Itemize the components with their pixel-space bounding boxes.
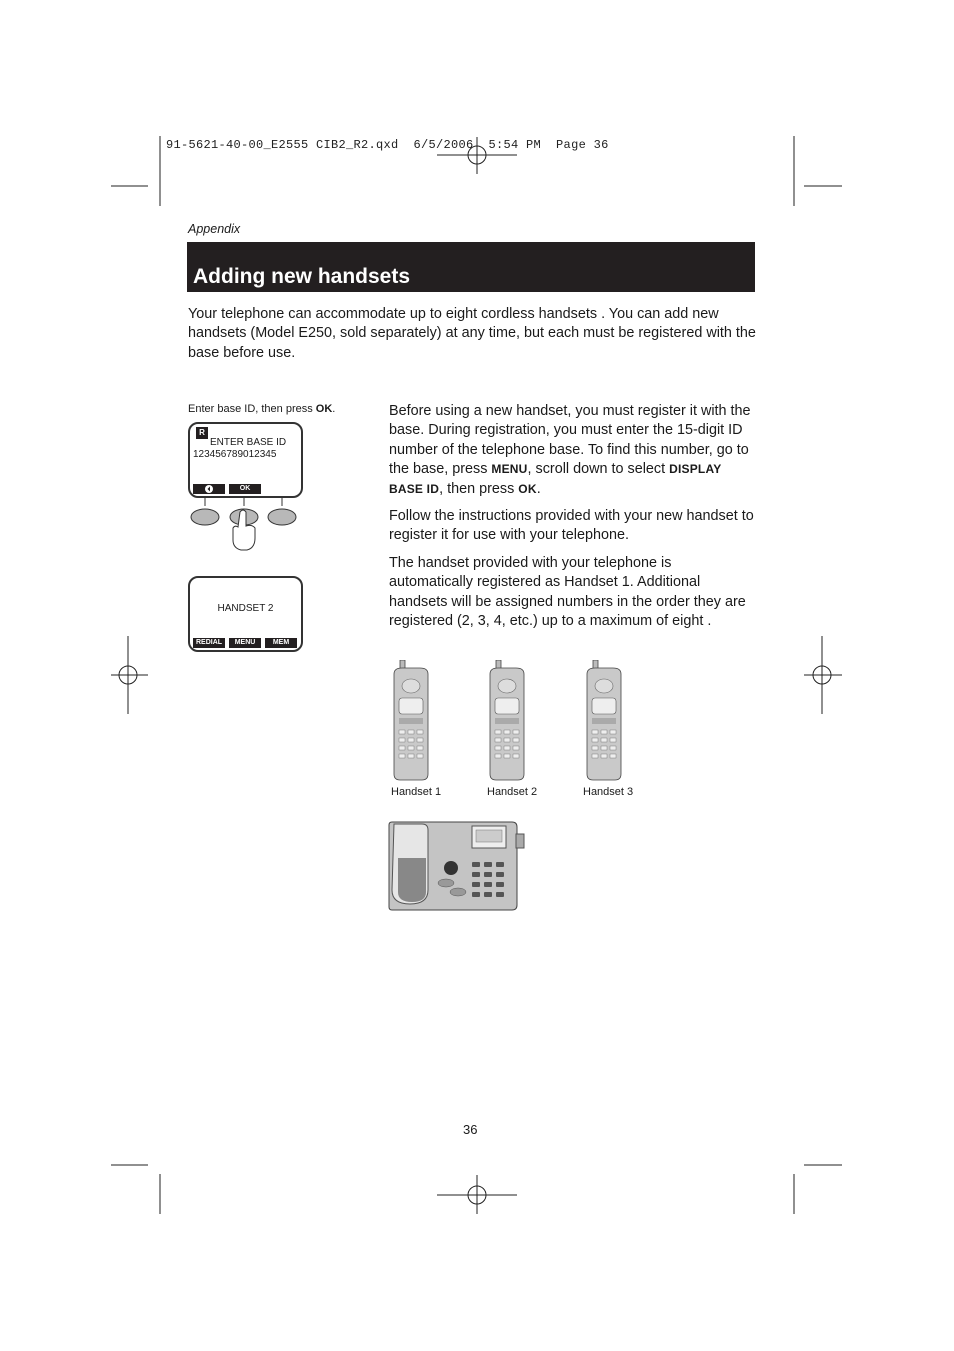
text: Before using a new handset, you must register it with the base. During registration, you must enter the 15-digit ID number of the telephone base. To find this number, go to the base, press xyxy=(389,403,751,478)
handset-1-image xyxy=(394,660,428,780)
handset-illustrations xyxy=(380,660,650,785)
paragraph-follow: Follow the instructions provided with your new handset to register it for use with your telephone. xyxy=(389,508,754,544)
section-label: Appendix xyxy=(188,222,241,236)
lcd-line-2: 123456789012345 xyxy=(193,449,277,460)
softkey-ok: OK xyxy=(229,484,261,494)
key-display-base-id: DISPLAY BASE ID xyxy=(389,462,722,496)
page-title: Adding new handsets xyxy=(193,265,411,288)
handset-2-label: Handset 2 xyxy=(487,786,538,798)
paragraph-numbering: The handset provided with your telephone is automatically registered as Handset 1. Additional handsets will be assigned numbers in the order they are registered (2, 3, 4, etc.) up to a maximum of eight . xyxy=(389,554,746,630)
softkey-menu: MENU xyxy=(229,638,261,648)
key-menu: MENU xyxy=(491,462,528,477)
back-arrow-icon xyxy=(193,484,225,494)
text: , then press xyxy=(439,480,519,497)
page-number: 36 xyxy=(463,1122,478,1137)
lcd-line-1: ENTER BASE ID xyxy=(210,437,287,448)
text: , scroll down to select xyxy=(527,461,670,478)
paragraph-register xyxy=(389,402,757,499)
handset-1-label: Handset 1 xyxy=(391,786,442,798)
lcd-screen-enter-base-id xyxy=(188,422,303,498)
caption-text: Enter base ID, then press xyxy=(188,403,316,415)
file-slug: 91-5621-40-00_E2555 CIB2_R2.qxd 6/5/2006 5:54 PM Page 36 xyxy=(166,138,609,152)
lcd-line-1: HANDSET 2 xyxy=(217,603,274,614)
handset-softkeys-with-finger xyxy=(186,498,306,554)
base-station-image xyxy=(388,818,528,912)
ringer-badge: R xyxy=(196,427,208,439)
handset-2-image xyxy=(490,660,524,780)
lcd-screen-handset-2 xyxy=(188,576,303,652)
title-bar xyxy=(187,242,755,292)
instructions xyxy=(389,402,757,639)
softkey-mem: MEM xyxy=(265,638,297,648)
handset-3-image xyxy=(587,660,621,780)
caption-key: OK xyxy=(315,403,333,415)
text: . xyxy=(536,480,541,497)
lcd-caption xyxy=(188,403,335,415)
intro-paragraph: Your telephone can accommodate up to eight cordless handsets . You can add new handsets (Model E250, sold separately) at any time, but each must be registered with the base before use. xyxy=(188,306,756,361)
softkey-redial: REDIAL xyxy=(193,638,225,648)
handset-3-label: Handset 3 xyxy=(583,786,634,798)
key-ok: OK xyxy=(518,481,537,496)
caption-end: . xyxy=(332,403,336,415)
